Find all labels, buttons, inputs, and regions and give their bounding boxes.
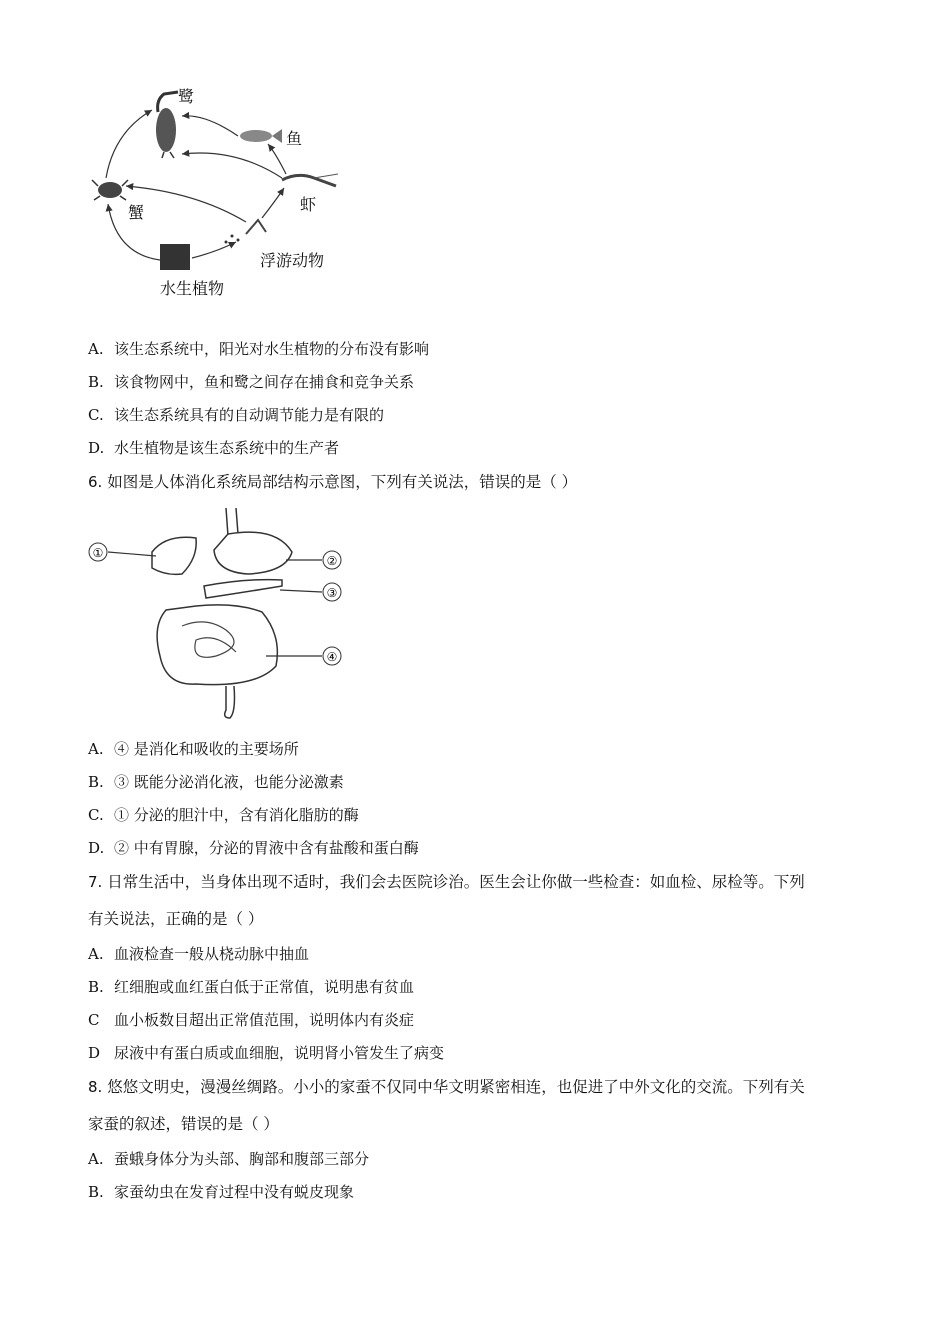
q8-option-b: B. 家蚕幼虫在发育过程中没有蜕皮现象: [88, 1183, 355, 1201]
q8-stem-line1: 8. 悠悠文明史，漫漫丝绸路。小小的家蚕不仅同中华文明紧密相连，也促进了中外文化的交流。下列有关: [88, 1078, 805, 1096]
shrimp-label: 虾: [300, 195, 317, 214]
q8-option-a: A. 蚕蛾身体分为头部、胸部和腹部三部分: [88, 1150, 370, 1168]
q6-stem: 6. 如图是人体消化系统局部结构示意图，下列有关说法，错误的是（ ）: [88, 473, 578, 491]
q6-option-b: B. ③ 既能分泌消化液，也能分泌激素: [88, 773, 344, 791]
plankton-label: 浮游动物: [260, 251, 325, 270]
food-web-figure: [86, 82, 346, 304]
liver-shape: [152, 537, 196, 574]
intestine-shape: [157, 605, 277, 685]
q6-option-a: A. ④ 是消化和吸收的主要场所: [88, 740, 299, 758]
svg-text:②: ②: [326, 554, 338, 568]
pancreas-shape: [204, 580, 282, 598]
crab-icon: [92, 180, 128, 200]
q6-option-c: C. ① 分泌的胆汁中，含有消化脂肪的酶: [88, 806, 359, 824]
svg-text:①: ①: [92, 546, 104, 560]
fish-label: 鱼: [286, 129, 303, 148]
q5-option-d: D. 水生植物是该生态系统中的生产者: [88, 439, 340, 457]
q7-option-b: B. 红细胞或血红蛋白低于正常值，说明患有贫血: [88, 978, 415, 996]
svg-text:③: ③: [326, 586, 338, 600]
label-1: [89, 543, 107, 561]
q7-option-d: D 尿液中有蛋白质或血细胞，说明肾小管发生了病变: [88, 1044, 445, 1062]
q7-option-c: C 血小板数目超出正常值范围，说明体内有炎症: [88, 1011, 415, 1029]
label-4: [323, 647, 341, 665]
q7-stem-line1: 7. 日常生活中，当身体出现不适时，我们会去医院诊治。医生会让你做一些检查：如血检、尿检等。下列: [88, 873, 805, 891]
q8-stem-line2: 家蚕的叙述，错误的是（ ）: [88, 1115, 279, 1133]
heron-label: 鹭: [178, 87, 195, 106]
stomach-shape: [214, 532, 292, 574]
q5-option-a: A. 该生态系统中，阳光对水生植物的分布没有影响: [88, 340, 430, 358]
heron-icon: [156, 92, 178, 158]
fish-icon: [240, 129, 282, 143]
label-3: [323, 583, 341, 601]
q7-stem-line2: 有关说法，正确的是（ ）: [88, 910, 264, 928]
svg-text:④: ④: [326, 650, 338, 664]
plankton-icon: [225, 220, 267, 244]
label-2: [323, 551, 341, 569]
q7-option-a: A. 血液检查一般从桡动脉中抽血: [88, 945, 310, 963]
aquatic-plants-icon: [160, 244, 190, 270]
q5-option-b: B. 该食物网中，鱼和鹭之间存在捕食和竞争关系: [88, 373, 415, 391]
digestive-system-figure: [86, 506, 352, 720]
q6-option-d: D. ② 中有胃腺，分泌的胃液中含有盐酸和蛋白酶: [88, 839, 419, 857]
plants-label: 水生植物: [160, 279, 225, 298]
q5-option-c: C. 该生态系统具有的自动调节能力是有限的: [88, 406, 385, 424]
crab-label: 蟹: [128, 203, 145, 222]
esophagus-shape: [226, 508, 238, 536]
shrimp-icon: [282, 174, 338, 186]
